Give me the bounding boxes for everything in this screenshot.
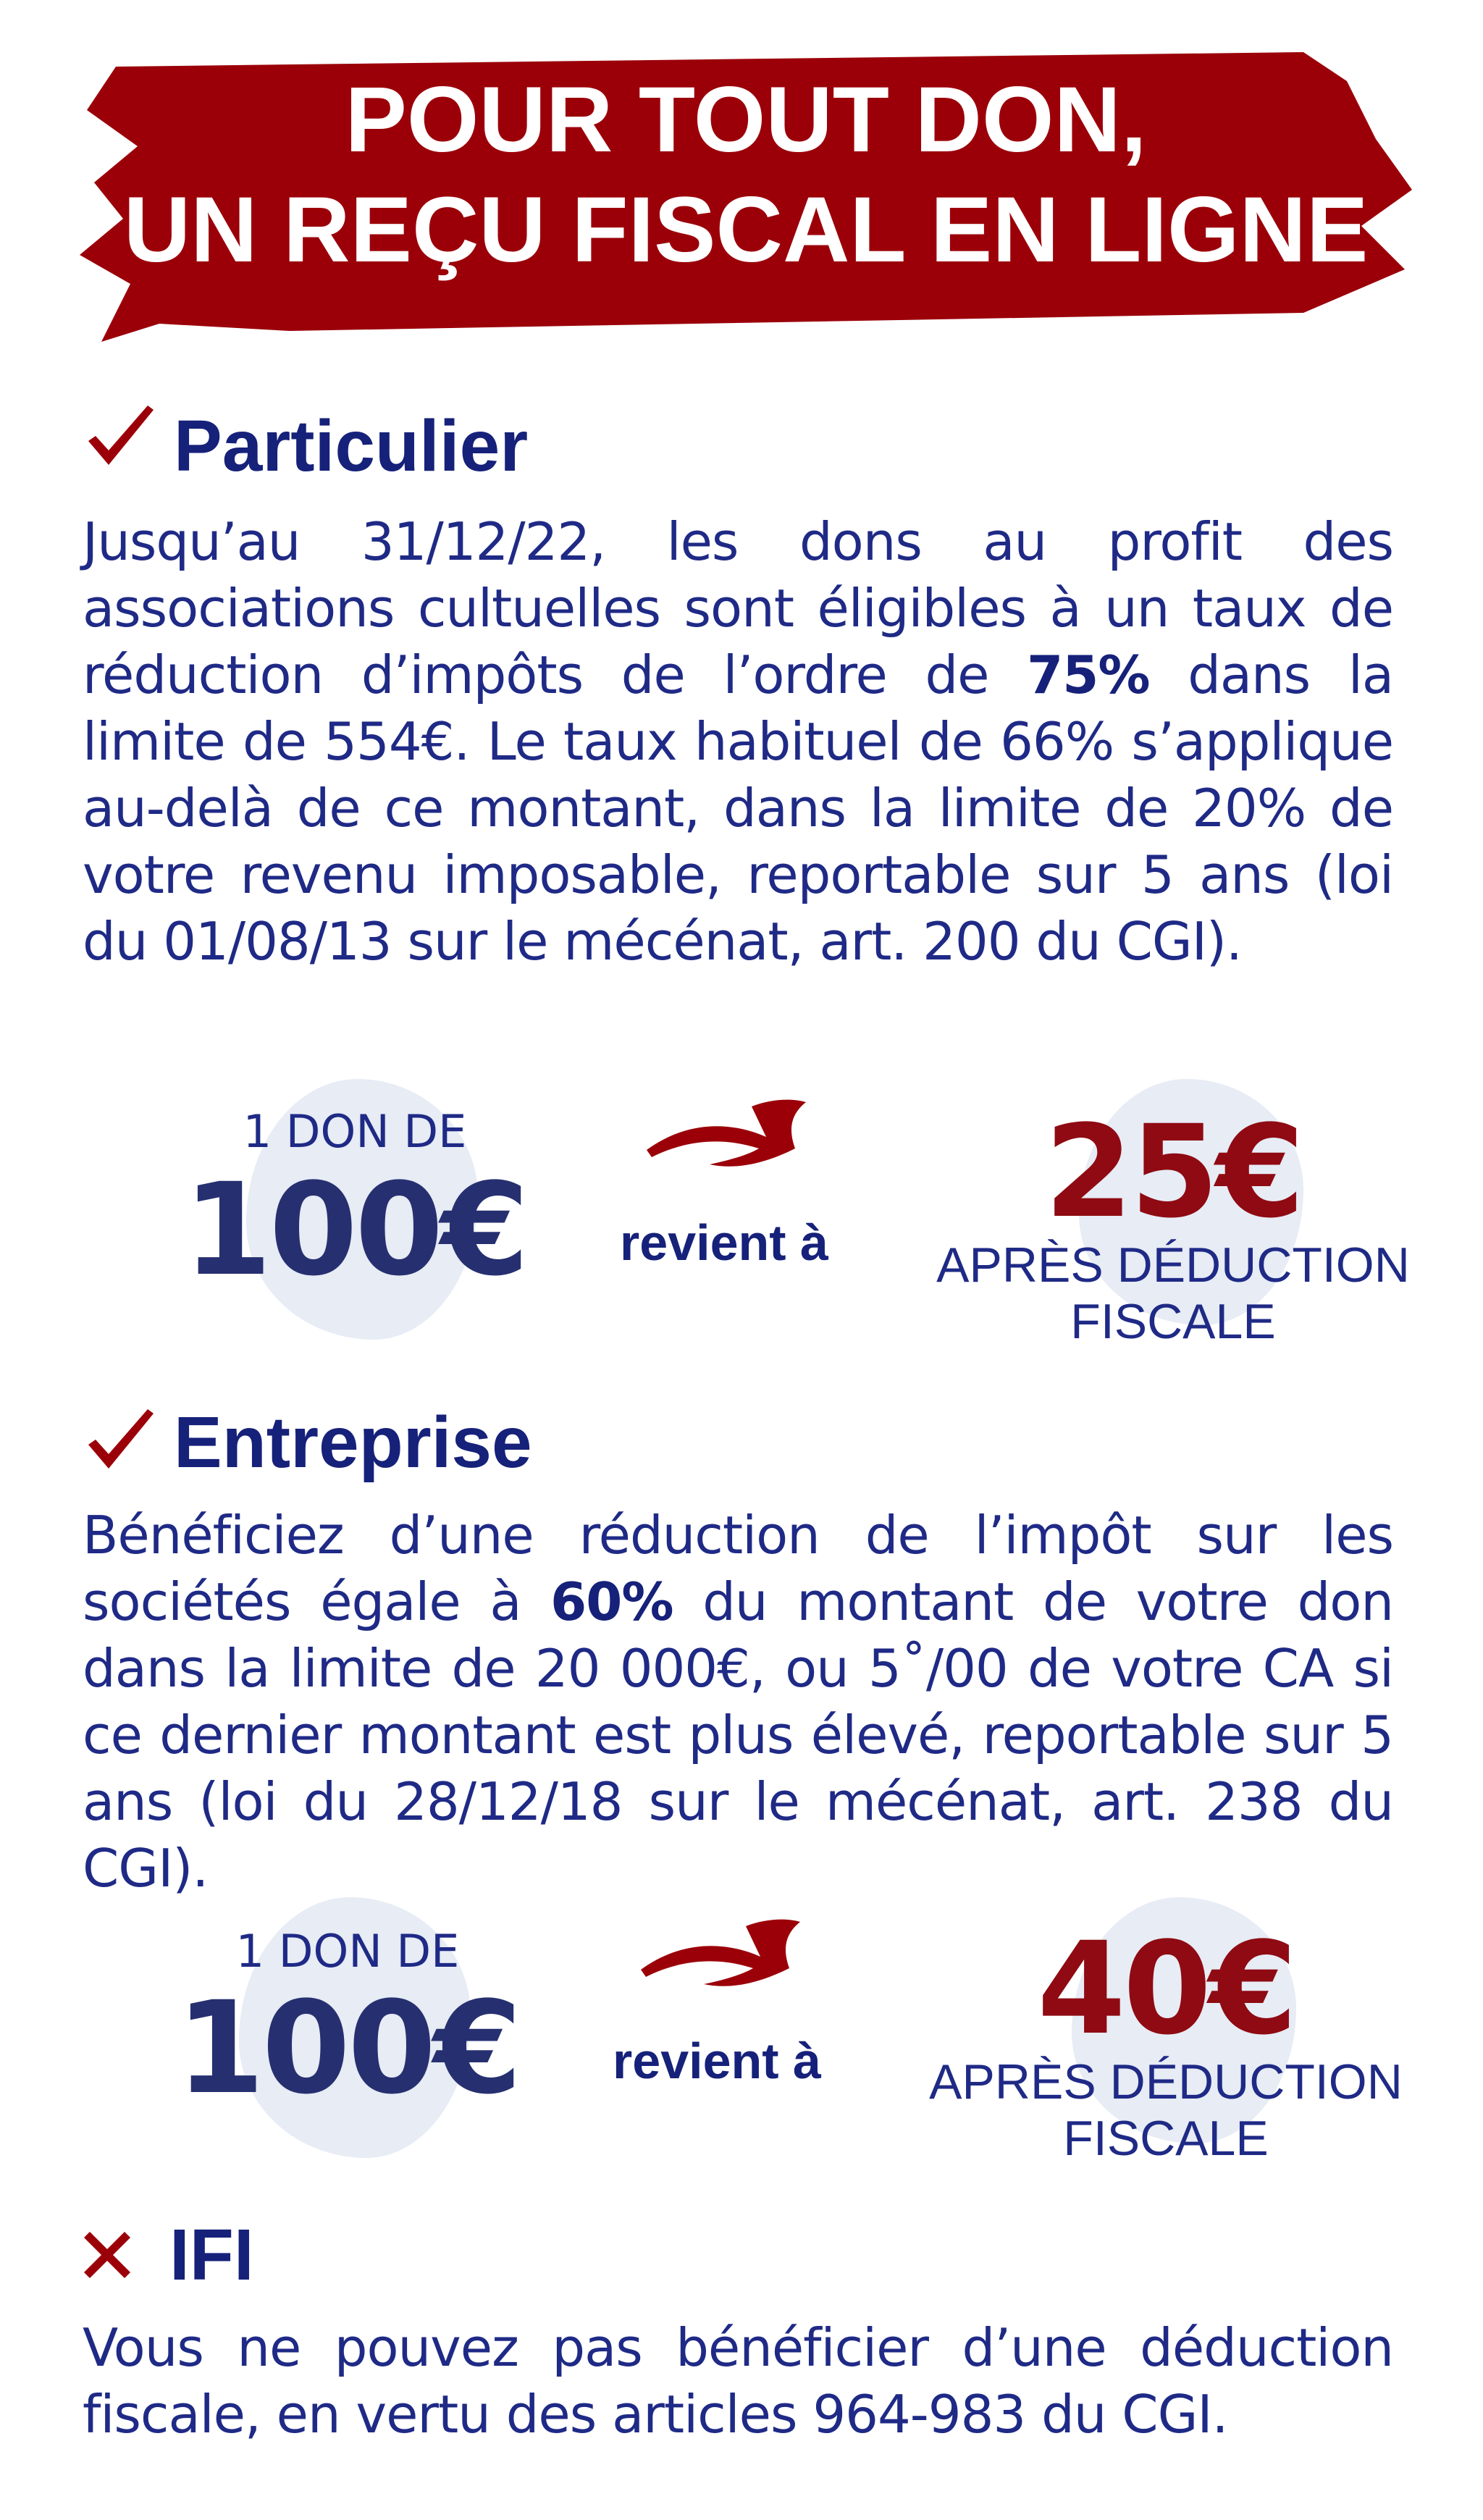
section-heading-entreprise: Entreprise [174,1402,532,1483]
banner-title-line2: UN REÇU FISCAL EN LIGNE [123,178,1369,282]
paragraph-entreprise-text-2: du montant de votre don dans la limite de 20 000€, ou 5˚/00 de votre CA si ce dernier montant est plus élevé, reportable sur 5 ans (loi du 28/12/18 sur le mécénat, art. 238 du CGI). [83,1571,1393,1899]
don-amount: 100€ [176,1974,519,2122]
paragraph-particulier [83,508,1393,975]
result-amount: 25€ [1044,1098,1302,1246]
don-label: 1 DON DE [243,1105,467,1158]
paragraph-entreprise-text-1: Bénéficiez d’une réduction de l’impôt sur les sociétés égale à [83,1505,1393,1632]
paragraph-entreprise-bold: 60% [550,1571,673,1632]
don-label: 1 DON DE [235,1925,460,1978]
check-icon [81,401,161,474]
paragraph-ifi: Vous ne pouvez pas bénéficier d’une déduction fiscale, en vertu des articles 964-983 du CGI. [83,2317,1393,2445]
result-label [891,1237,1455,1350]
check-icon [81,1405,161,1477]
curved-arrow-icon [637,1912,804,1991]
don-amount: 100€ [183,1156,526,1304]
paragraph-particulier-text-2: dans la limite de 554€. Le taux habituel de 66% s’applique au-delà de ce montant, dans la limite de 20% de votre revenu imposable, reportable sur 5 ans (loi du 01/08/13 sur le mécénat, art. 200 du CGI). [83,644,1393,972]
result-label-line1: APRÈS DÉDUCTION [929,2054,1403,2109]
paragraph-entreprise [83,1502,1393,1902]
revient-a-label: revient à [620,1214,828,1271]
paragraph-particulier-bold: 75% [1027,644,1150,705]
result-label-line1: APRÈS DÉDUCTION [936,1238,1410,1293]
result-label-line2: FISCALE [1070,1294,1276,1349]
cross-icon [78,2226,136,2284]
section-heading-particulier: Particulier [174,406,529,487]
result-label [883,2054,1448,2167]
curved-arrow-icon [643,1092,810,1172]
revient-a-label: revient à [613,2033,821,2089]
paragraph-particulier-text-1: Jusqu’au 31/12/22, les dons au profit des associations cultuelles sont éligibles à un taux de réduction d’impôts de l’ordre de [83,511,1393,705]
banner-title-line1: POUR TOUT DON, [345,68,1147,172]
section-heading-ifi: IFI [169,2214,254,2296]
result-label-line2: FISCALE [1063,2111,1269,2166]
banner-title [72,65,1419,285]
result-amount: 40€ [1037,1915,1295,2063]
